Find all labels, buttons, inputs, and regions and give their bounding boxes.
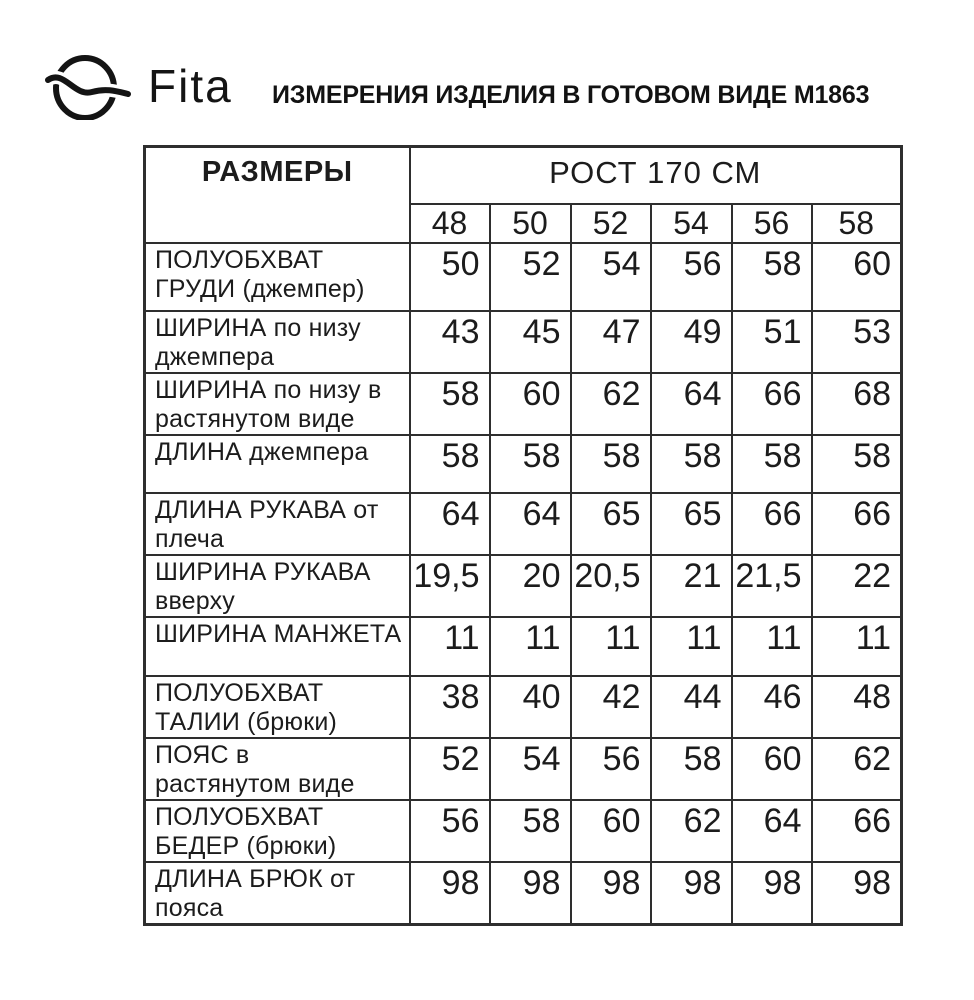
cell-value: 58 [410,373,490,435]
cell-value: 58 [410,435,490,493]
row-label-line2: ГРУДИ (джемпер) [155,274,365,303]
row-label-line1: ПОЛУОБХВАТ [155,678,324,707]
row-label-line2: БЕДЕР (брюки) [155,831,337,860]
cell-value: 19,5 [410,555,490,617]
cell-value: 62 [651,800,732,862]
cell-value: 60 [812,243,902,311]
cell-value: 98 [410,862,490,925]
cell-value: 42 [571,676,651,738]
cell-value: 56 [571,738,651,800]
row-label [145,243,410,311]
size-column-header: 56 [732,204,812,243]
row-label-line1: ШИРИНА по низу в [155,375,382,404]
corner-header: РАЗМЕРЫ [145,147,410,243]
cell-value: 51 [732,311,812,373]
row-label [145,311,410,373]
cell-value: 58 [651,435,732,493]
cell-value: 64 [490,493,571,555]
cell-value: 22 [812,555,902,617]
cell-value: 52 [490,243,571,311]
cell-value: 62 [812,738,902,800]
table-row [145,493,902,555]
row-label-line2: пояса [155,893,224,922]
row-label-line2: плеча [155,524,225,553]
cell-value: 66 [732,493,812,555]
size-column-header: 58 [812,204,902,243]
size-column-header: 50 [490,204,571,243]
cell-value: 40 [490,676,571,738]
cell-value: 98 [732,862,812,925]
page-title: ИЗМЕРЕНИЯ ИЗДЕЛИЯ В ГОТОВОМ ВИДЕ М1863 [272,81,870,109]
cell-value: 98 [490,862,571,925]
row-label [145,738,410,800]
table-row [145,862,902,925]
cell-value: 38 [410,676,490,738]
table-row [145,738,902,800]
row-label-line1: ШИРИНА по низу [155,313,361,342]
row-label-line2: растянутом виде [155,404,355,433]
cell-value: 98 [571,862,651,925]
cell-value: 52 [410,738,490,800]
cell-value: 11 [490,617,571,676]
cell-value: 20 [490,555,571,617]
row-label-line1: ДЛИНА РУКАВА от [155,495,379,524]
row-label [145,493,410,555]
cell-value: 66 [732,373,812,435]
cell-value: 47 [571,311,651,373]
row-label-line2: ТАЛИИ (брюки) [155,707,338,736]
cell-value: 20,5 [571,555,651,617]
row-label [145,800,410,862]
table-row [145,800,902,862]
cell-value: 98 [651,862,732,925]
cell-value: 58 [732,435,812,493]
cell-value: 43 [410,311,490,373]
table-header-row-height [145,147,902,204]
cell-value: 60 [490,373,571,435]
brand-name: Fita [148,60,233,112]
row-label [145,617,410,676]
row-label [145,435,410,493]
cell-value: 62 [571,373,651,435]
cell-value: 65 [571,493,651,555]
table-row [145,555,902,617]
cell-value: 11 [410,617,490,676]
cell-value: 11 [732,617,812,676]
table-row [145,243,902,311]
cell-value: 58 [490,435,571,493]
cell-value: 64 [410,493,490,555]
row-label-line1: ШИРИНА РУКАВА [155,557,371,586]
row-label-line1: ШИРИНА МАНЖЕТА [155,619,402,648]
table-row [145,311,902,373]
cell-value: 54 [490,738,571,800]
row-label-line1: ДЛИНА джемпера [155,437,369,466]
cell-value: 45 [490,311,571,373]
cell-value: 46 [732,676,812,738]
table-row [145,435,902,493]
cell-value: 60 [571,800,651,862]
circle-wave-logo-icon [44,52,136,120]
cell-value: 66 [812,800,902,862]
cell-value: 58 [490,800,571,862]
cell-value: 11 [812,617,902,676]
cell-value: 58 [651,738,732,800]
row-label-line1: ДЛИНА БРЮК от [155,864,356,893]
cell-value: 66 [812,493,902,555]
table-row [145,676,902,738]
cell-value: 64 [651,373,732,435]
cell-value: 49 [651,311,732,373]
row-label-line1: ПОЛУОБХВАТ [155,802,324,831]
size-column-header: 48 [410,204,490,243]
cell-value: 48 [812,676,902,738]
cell-value: 50 [410,243,490,311]
table-row [145,617,902,676]
size-column-header: 54 [651,204,732,243]
size-table [143,145,903,926]
height-header: РОСТ 170 СМ [410,147,902,204]
row-label-line1: ПОЯС в [155,740,250,769]
cell-value: 60 [732,738,812,800]
cell-value: 58 [812,435,902,493]
cell-value: 68 [812,373,902,435]
row-label-line2: джемпера [155,342,275,371]
row-label [145,373,410,435]
cell-value: 21 [651,555,732,617]
row-label-line1: ПОЛУОБХВАТ [155,245,324,274]
row-label [145,555,410,617]
table-row [145,373,902,435]
row-label-line2: растянутом виде [155,769,355,798]
cell-value: 58 [732,243,812,311]
brand-logo [44,52,233,120]
cell-value: 44 [651,676,732,738]
cell-value: 53 [812,311,902,373]
cell-value: 64 [732,800,812,862]
row-label [145,676,410,738]
cell-value: 98 [812,862,902,925]
cell-value: 58 [571,435,651,493]
row-label [145,862,410,925]
row-label-line2: вверху [155,586,236,615]
cell-value: 56 [410,800,490,862]
cell-value: 11 [651,617,732,676]
cell-value: 65 [651,493,732,555]
cell-value: 11 [571,617,651,676]
cell-value: 56 [651,243,732,311]
size-column-header: 52 [571,204,651,243]
cell-value: 54 [571,243,651,311]
cell-value: 21,5 [732,555,812,617]
